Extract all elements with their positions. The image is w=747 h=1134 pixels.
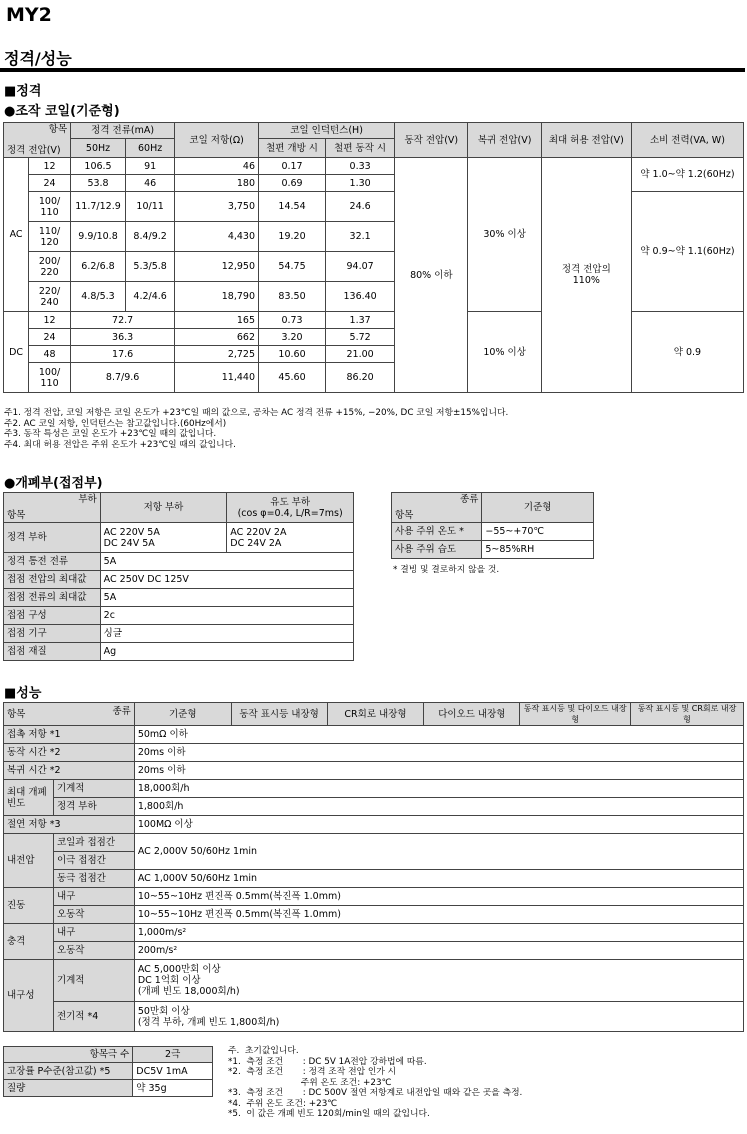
coil-resistance: 662 — [175, 329, 259, 346]
env-value: 5~85%RH — [482, 541, 594, 559]
perf-row — [4, 888, 744, 906]
perf-row — [4, 834, 744, 852]
inductance-closed: 21.00 — [326, 346, 395, 363]
inductance-open: 54.75 — [259, 252, 326, 282]
contact-row — [4, 589, 354, 607]
current-50hz: 106.5 — [71, 158, 126, 175]
perf-value: 1,000m/s² — [134, 924, 743, 942]
perf-item: 내구성 — [4, 960, 54, 1032]
resistive-header: 저항 부하 — [100, 493, 227, 523]
env-note: * 결빙 및 결로하지 않을 것. — [393, 565, 500, 575]
coil-corner — [4, 123, 71, 158]
env-row — [392, 541, 594, 559]
performance-table — [3, 702, 744, 1032]
perf-item: 복귀 시간 *2 — [4, 762, 135, 780]
perf-subitem: 기계적 — [53, 780, 134, 798]
perf-subitem: 내구 — [53, 924, 134, 942]
type-label: 종류 — [112, 706, 131, 717]
item-label: 항목 — [395, 510, 414, 521]
perf-subitem: 이극 접점간 — [53, 852, 134, 870]
contact-table — [3, 492, 354, 661]
note-line: 주3. 동작 특성은 코일 온도가 +23℃일 때의 값입니다. — [4, 429, 217, 439]
inductance-closed: 24.6 — [326, 192, 395, 222]
inductance-open: 19.20 — [259, 222, 326, 252]
resistance-header: 코일 저항(Ω) — [175, 123, 259, 158]
bottom-item: 고장률 P수준(참고값) *5 — [4, 1063, 133, 1080]
perf-value: 200m/s² — [134, 942, 743, 960]
perf-value: 10~55~10Hz 편진폭 0.5mm(복진폭 1.0mm) — [134, 906, 743, 924]
contact-value: 5A — [100, 589, 353, 607]
current-60hz: 5.3/5.8 — [126, 252, 175, 282]
perf-item: 최대 개폐 빈도 — [4, 780, 54, 816]
bottom-notes: 주. 초기값입니다. *1. 측정 조건 : DC 5V 1A전압 강하법에 따름. *2. 측정 조건 : 정격 조작 전압 인가 시 주위 온도 조건: +23℃ *3. 측정 조건 : DC 500V 절연 저항계로 내전압일 때와 같은 곳을 측정. *4. 주위 온도 조건: +23℃ *5. 이 값은 개폐 빈도 120회/min일 때의 값입니다. — [228, 1046, 523, 1119]
hz60-header: 60Hz — [126, 139, 175, 158]
perf-subitem: 기계적 — [53, 960, 134, 1002]
inductance-closed: 0.33 — [326, 158, 395, 175]
coil-resistance: 4,430 — [175, 222, 259, 252]
perf-item: 접촉 저항 *1 — [4, 726, 135, 744]
type-column-header: 기준형 — [134, 703, 231, 726]
inductance-closed: 136.40 — [326, 282, 395, 312]
env-row — [392, 523, 594, 541]
type-column-header: CR회로 내장형 — [327, 703, 424, 726]
perf-value: 18,000회/h — [134, 780, 743, 798]
perf-row — [4, 762, 744, 780]
power-ac-2: 약 0.9~약 1.1(60Hz) — [631, 192, 743, 312]
voltage: 100/ 110 — [29, 363, 71, 393]
resistive-value: AC 220V 5A DC 24V 5A — [100, 523, 227, 553]
env-corner — [392, 493, 482, 523]
perf-row — [4, 906, 744, 924]
contact-value: 2c — [100, 607, 353, 625]
perf-row — [4, 744, 744, 762]
inductive-label: 유도 부하 — [270, 496, 310, 508]
contact-item: 접점 전압의 최대값 — [4, 571, 101, 589]
perf-row — [4, 870, 744, 888]
perf-value: 50mΩ 이하 — [134, 726, 743, 744]
section-title: 정격/성능 — [4, 49, 72, 68]
perf-row — [4, 942, 744, 960]
perf-row — [4, 924, 744, 942]
dc-label: DC — [4, 312, 29, 393]
type-column-header: 동작 표시등 및 다이오드 내장형 — [520, 703, 631, 726]
current-60hz: 8.4/9.2 — [126, 222, 175, 252]
perf-value: 100MΩ 이상 — [134, 816, 743, 834]
env-value: −55~+70℃ — [482, 523, 594, 541]
current-50hz: 4.8/5.3 — [71, 282, 126, 312]
inductive-value: AC 220V 2A DC 24V 2A — [227, 523, 354, 553]
inductance-open: 10.60 — [259, 346, 326, 363]
contact-row — [4, 643, 354, 661]
bottom-table — [3, 1046, 213, 1097]
coil-row — [4, 158, 744, 175]
coil-resistance: 18,790 — [175, 282, 259, 312]
perf-subitem: 전기적 *4 — [53, 1002, 134, 1032]
perf-value: 1,800회/h — [134, 798, 743, 816]
contact-item: 접점 재질 — [4, 643, 101, 661]
item-label: 항목 — [7, 510, 26, 521]
perf-row — [4, 816, 744, 834]
voltage: 48 — [29, 346, 71, 363]
perf-item: 진동 — [4, 888, 54, 924]
inductance-closed: 94.07 — [326, 252, 395, 282]
contact-row — [4, 523, 354, 553]
perf-item: 동작 시간 *2 — [4, 744, 135, 762]
coil-resistance: 2,725 — [175, 346, 259, 363]
inductance-closed: 86.20 — [326, 363, 395, 393]
coil-resistance: 3,750 — [175, 192, 259, 222]
contact-value: AC 250V DC 125V — [100, 571, 353, 589]
power-header: 소비 전력(VA, W) — [631, 123, 743, 158]
bottom-row — [4, 1063, 213, 1080]
voltage: 24 — [29, 175, 71, 192]
current-60hz: 91 — [126, 158, 175, 175]
contact-value: Ag — [100, 643, 353, 661]
release-voltage-dc: 10% 이상 — [468, 312, 541, 393]
load-label: 부하 — [78, 494, 97, 505]
operate-header: 동작 전압(V) — [395, 123, 468, 158]
perf-value: 10~55~10Hz 편진폭 0.5mm(복진폭 1.0mm) — [134, 888, 743, 906]
inductance-open: 14.54 — [259, 192, 326, 222]
voltage: 220/ 240 — [29, 282, 71, 312]
coil-row — [4, 192, 744, 222]
inductance-closed: 5.72 — [326, 329, 395, 346]
current-60hz: 10/11 — [126, 192, 175, 222]
perf-corner — [4, 703, 135, 726]
ind-open-header: 철편 개방 시 — [259, 139, 326, 158]
poles-header: 항목극 수 — [4, 1047, 133, 1063]
perf-subitem: 동극 접점간 — [53, 870, 134, 888]
current-60hz: 46 — [126, 175, 175, 192]
current-header: 정격 전류(mA) — [71, 123, 175, 139]
perf-value: 20ms 이하 — [134, 744, 743, 762]
contact-row — [4, 571, 354, 589]
hz50-header: 50Hz — [71, 139, 126, 158]
type-column-header: 다이오드 내장형 — [424, 703, 520, 726]
coil-resistance: 46 — [175, 158, 259, 175]
bottom-value: 약 35g — [133, 1080, 213, 1097]
coil-resistance: 12,950 — [175, 252, 259, 282]
inductance-closed: 32.1 — [326, 222, 395, 252]
inductance-closed: 1.30 — [326, 175, 395, 192]
coil-resistance: 165 — [175, 312, 259, 329]
contact-heading: ●개폐부(접점부) — [4, 476, 103, 491]
perf-row — [4, 798, 744, 816]
contact-value: 5A — [100, 553, 353, 571]
perf-row — [4, 726, 744, 744]
perf-value: AC 5,000만회 이상 DC 1억회 이상 (개폐 빈도 18,000회/h) — [134, 960, 743, 1002]
contact-row — [4, 625, 354, 643]
type-column-header: 동작 표시등 및 CR회로 내장형 — [631, 703, 744, 726]
perf-row — [4, 1002, 744, 1032]
current-50hz: 9.9/10.8 — [71, 222, 126, 252]
perf-value: 20ms 이하 — [134, 762, 743, 780]
perf-value: 50만회 이상 (정격 부하, 개폐 빈도 1,800회/h) — [134, 1002, 743, 1032]
power-ac-1: 약 1.0~약 1.2(60Hz) — [631, 158, 743, 192]
perf-subitem: 오동작 — [53, 942, 134, 960]
rating-heading: ■정격 — [4, 84, 42, 99]
bottom-item: 질량 — [4, 1080, 133, 1097]
contact-item: 정격 통전 전류 — [4, 553, 101, 571]
inductance-open: 3.20 — [259, 329, 326, 346]
voltage: 24 — [29, 329, 71, 346]
ind-close-header: 철편 동작 시 — [326, 139, 395, 158]
current-dc: 8.7/9.6 — [71, 363, 175, 393]
voltage: 12 — [29, 158, 71, 175]
bottom-value: DC5V 1mA — [133, 1063, 213, 1080]
power-dc: 약 0.9 — [631, 312, 743, 393]
perf-subitem: 내구 — [53, 888, 134, 906]
title-rule — [0, 68, 745, 72]
perf-row — [4, 780, 744, 798]
type-column-header: 동작 표시등 내장형 — [231, 703, 327, 726]
poles-value: 2극 — [133, 1047, 213, 1063]
contact-item: 접점 구성 — [4, 607, 101, 625]
coil-notes — [4, 408, 508, 450]
item-label: 항목 — [7, 708, 26, 720]
inductance-open: 0.73 — [259, 312, 326, 329]
voltage: 200/ 220 — [29, 252, 71, 282]
voltage-label: 정격 전압(V) — [7, 145, 61, 156]
type-label: 종류 — [460, 494, 479, 505]
inductance-closed: 1.37 — [326, 312, 395, 329]
contact-row — [4, 607, 354, 625]
perf-value: AC 1,000V 50/60Hz 1min — [134, 870, 743, 888]
contact-item: 접점 기구 — [4, 625, 101, 643]
inductance-open: 83.50 — [259, 282, 326, 312]
inductive-header — [227, 493, 354, 523]
coil-resistance: 180 — [175, 175, 259, 192]
note-line: 주1. 정격 전압, 코일 저항은 코일 온도가 +23℃일 때의 값으로, 공차는 AC 정격 전류 +15%, −20%, DC 코일 저항±15%입니다. — [4, 408, 509, 418]
inductance-open: 0.69 — [259, 175, 326, 192]
bottom-row — [4, 1080, 213, 1097]
std-header: 기준형 — [482, 493, 594, 523]
current-dc: 17.6 — [71, 346, 175, 363]
note-line: 주2. AC 코일 저항, 인덕턴스는 참고값입니다.(60Hz에서) — [4, 418, 227, 429]
voltage: 110/ 120 — [29, 222, 71, 252]
env-item: 사용 주위 온도 * — [392, 523, 482, 541]
performance-heading: ■성능 — [4, 686, 42, 701]
operate-voltage: 80% 이하 — [395, 158, 468, 393]
inductance-header: 코일 인덕턴스(H) — [259, 123, 395, 139]
current-dc: 36.3 — [71, 329, 175, 346]
perf-item: 절연 저항 *3 — [4, 816, 135, 834]
voltage: 12 — [29, 312, 71, 329]
contact-item: 정격 부하 — [4, 523, 101, 553]
contact-corner — [4, 493, 101, 523]
max-voltage: 정격 전압의 110% — [541, 158, 631, 393]
inductance-open: 0.17 — [259, 158, 326, 175]
voltage: 100/ 110 — [29, 192, 71, 222]
current-dc: 72.7 — [71, 312, 175, 329]
current-60hz: 4.2/4.6 — [126, 282, 175, 312]
perf-subitem: 코일과 접점간 — [53, 834, 134, 852]
current-50hz: 6.2/6.8 — [71, 252, 126, 282]
contact-value: 싱글 — [100, 625, 353, 643]
perf-value: AC 2,000V 50/60Hz 1min — [134, 834, 743, 870]
perf-subitem: 정격 부하 — [53, 798, 134, 816]
perf-item: 내전압 — [4, 834, 54, 888]
coil-table — [3, 122, 744, 393]
item-label: 항목 — [48, 124, 68, 135]
coil-heading: ●조작 코일(기준형) — [4, 104, 120, 119]
ac-label: AC — [4, 158, 29, 312]
contact-row — [4, 553, 354, 571]
coil-row — [4, 312, 744, 329]
model-name: MY2 — [6, 4, 52, 26]
current-50hz: 11.7/12.9 — [71, 192, 126, 222]
inductance-open: 45.60 — [259, 363, 326, 393]
perf-item: 충격 — [4, 924, 54, 960]
env-table — [391, 492, 594, 559]
perf-row — [4, 960, 744, 1002]
note-line: 주4. 최대 허용 전압은 주위 온도가 +23℃일 때의 값입니다. — [4, 439, 236, 450]
inductive-sub: (cos φ=0.4, L/R=7ms) — [237, 507, 343, 519]
max-voltage-header: 최대 허용 전압(V) — [541, 123, 631, 158]
coil-resistance: 11,440 — [175, 363, 259, 393]
release-header: 복귀 전압(V) — [468, 123, 541, 158]
contact-item: 접점 전류의 최대값 — [4, 589, 101, 607]
current-50hz: 53.8 — [71, 175, 126, 192]
perf-subitem: 오동작 — [53, 906, 134, 924]
release-voltage-ac: 30% 이상 — [468, 158, 541, 312]
env-item: 사용 주위 습도 — [392, 541, 482, 559]
